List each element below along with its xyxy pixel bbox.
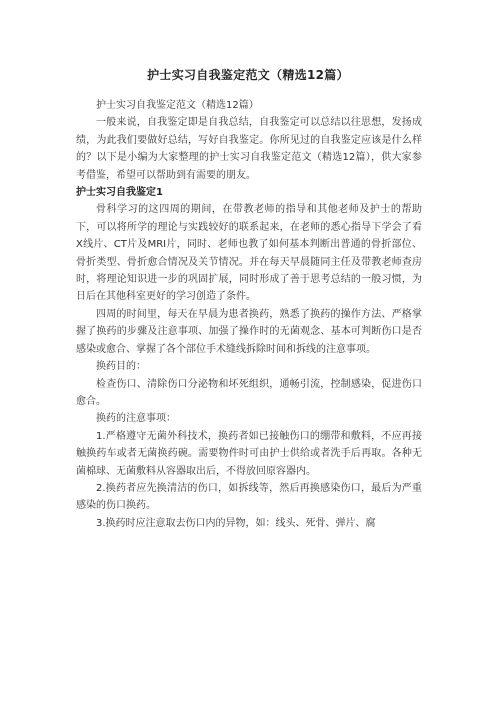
precaution-item-2: 2.换药者应先换清洁的伤口，如拆线等，然后再换感染伤口，最后为严重感染的伤口换药。 xyxy=(76,482,422,512)
purpose-text: 检查伤口、清除伤口分泌物和坏死组织，通畅引流，控制感染，促进伤口愈合。 xyxy=(76,378,422,407)
section-heading-1: 护士实习自我鉴定1 xyxy=(76,187,163,199)
paragraph-dressing-change: 四周的时间里，每天在早晨为患者换药，熟悉了换药的操作方法、严格掌握了换药的步骤及注意事项、加强了操作时的无菌观念、基本可判断伤口是否感染或愈合、掌握了各个部位手术缝线拆除时间和拆线的注意事项。 xyxy=(76,308,422,355)
intro-paragraph: 一般来说，自我鉴定即是自我总结，自我鉴定可以总结以往思想，发扬成绩，为此我们要做好总结，写好自我鉴定。你所见过的自我鉴定应该是什么样的？以下是小编为大家整理的护士实习自我鉴定范文（精选12篇），供大家参考借鉴，希望可以帮助到有需要的朋友。 xyxy=(76,117,422,181)
paragraph-orthopedics: 骨科学习的这四周的期间，在带教老师的指导和其他老师及护士的帮助下，可以将所学的理论与实践较好的联系起来，在老师的悉心指导下学会了看X线片、CT片及MRI片，同时、老师也教了如何基本判断出普通的骨折部位、骨折类型、骨折愈合情况及关节情况。并在每天早晨随同主任及带教老师查房时，将理论知识进一步的巩固扩展，同时形成了善于思考总结的一般习惯，为日后在其他科室更好的学习创造了条件。 xyxy=(76,204,422,303)
precautions-heading: 换药的注意事项： xyxy=(96,413,176,425)
document-body xyxy=(76,97,422,532)
precaution-item-1: 1.严格遵守无菌外科技术，换药者如已接触伤口的绷带和敷料，不应再接触换药车或者无菌换药碗。需要物件时可由护士供给或者洗手后再取。各种无菌棉球、无菌敷料从容器取出后，不得放回原容器内。 xyxy=(76,430,422,477)
purpose-heading: 换药目的： xyxy=(96,361,146,373)
precaution-item-3: 3.换药时应注意取去伤口内的异物，如：线头、死骨、弹片、腐 xyxy=(96,517,376,529)
intro-heading: 护士实习自我鉴定范文（精选12篇） xyxy=(96,100,259,111)
document-title: 护士实习自我鉴定范文（精选12篇） xyxy=(147,68,349,82)
